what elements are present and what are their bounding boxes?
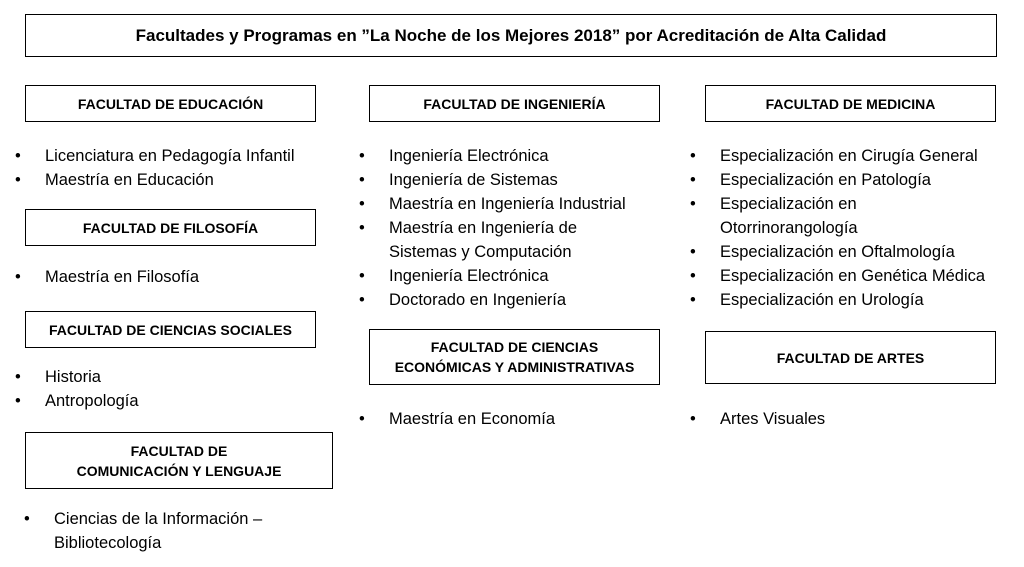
faculty-name-line2: ECONÓMICAS Y ADMINISTRATIVAS xyxy=(394,359,635,375)
program-list-comunicacion xyxy=(24,507,304,555)
list-item xyxy=(24,507,304,555)
bullet-icon: • xyxy=(359,410,365,428)
program-name: Especialización en Oftalmología xyxy=(720,243,955,261)
faculty-header-ingenieria xyxy=(369,85,660,122)
program-list-artes xyxy=(690,407,990,431)
program-name: Maestría en Educación xyxy=(45,171,214,189)
bullet-icon: • xyxy=(15,392,21,410)
program-name: Ingeniería Electrónica xyxy=(389,147,549,165)
faculty-header-filosofia xyxy=(25,209,316,246)
bullet-icon: • xyxy=(359,195,365,213)
program-name: Ciencias de la Información – Bibliotecología xyxy=(54,510,263,552)
faculty-name-line1: FACULTAD DE CIENCIAS xyxy=(430,339,599,355)
bullet-icon: • xyxy=(24,510,30,528)
list-item xyxy=(15,168,335,192)
list-item xyxy=(359,216,629,264)
faculty-name-line1: FACULTAD DE xyxy=(130,442,228,459)
program-name: Maestría en Economía xyxy=(389,410,555,428)
program-name: Especialización en Otorrinorangología xyxy=(720,195,858,237)
list-item xyxy=(690,288,1020,312)
page-title xyxy=(25,14,997,57)
list-item xyxy=(359,144,659,168)
faculty-name-line2: COMUNICACIÓN Y LENGUAJE xyxy=(76,462,282,479)
program-name: Antropología xyxy=(45,392,139,410)
program-name: Doctorado en Ingeniería xyxy=(389,291,567,309)
list-item xyxy=(690,192,930,240)
bullet-icon: • xyxy=(15,368,21,386)
program-list-ingenieria xyxy=(359,144,659,312)
program-name: Historia xyxy=(45,368,101,386)
program-name: Especialización en Patología xyxy=(720,171,931,189)
faculty-name: FACULTAD DE INGENIERÍA xyxy=(423,95,606,112)
bullet-icon: • xyxy=(690,195,696,213)
bullet-icon: • xyxy=(15,268,21,286)
bullet-icon: • xyxy=(359,171,365,189)
bullet-icon: • xyxy=(690,267,696,285)
bullet-icon: • xyxy=(690,147,696,165)
program-name: Maestría en Filosofía xyxy=(45,268,200,286)
program-name: Especialización en Genética Médica xyxy=(720,267,986,285)
bullet-icon: • xyxy=(359,147,365,165)
faculty-header-ciencias-sociales xyxy=(25,311,316,348)
program-name: Artes Visuales xyxy=(720,410,826,428)
bullet-icon: • xyxy=(15,171,21,189)
faculty-name: FACULTAD DE MEDICINA xyxy=(765,95,936,112)
list-item xyxy=(690,168,1020,192)
faculty-name: FACULTAD DE EDUCACIÓN xyxy=(77,95,264,112)
program-list-economicas xyxy=(359,407,659,431)
program-list-ciencias-sociales xyxy=(15,365,335,413)
bullet-icon: • xyxy=(15,147,21,165)
list-item xyxy=(690,264,1020,288)
program-list-medicina xyxy=(690,144,1020,312)
bullet-icon: • xyxy=(690,243,696,261)
list-item xyxy=(359,168,659,192)
bullet-icon: • xyxy=(690,171,696,189)
list-item xyxy=(15,144,335,168)
program-name: Especialización en Cirugía General xyxy=(720,147,978,165)
program-name: Ingeniería de Sistemas xyxy=(389,171,558,189)
list-item xyxy=(690,407,990,431)
list-item xyxy=(359,264,659,288)
bullet-icon: • xyxy=(690,410,696,428)
list-item xyxy=(15,265,335,289)
list-item xyxy=(359,288,659,312)
program-list-educacion xyxy=(15,144,335,192)
list-item xyxy=(359,407,659,431)
list-item xyxy=(690,240,1020,264)
program-list-filosofia xyxy=(15,265,335,289)
list-item xyxy=(359,192,659,216)
faculty-name: FACULTAD DE FILOSOFÍA xyxy=(82,219,259,236)
bullet-icon: • xyxy=(359,291,365,309)
program-name: Ingeniería Electrónica xyxy=(389,267,549,285)
bullet-icon: • xyxy=(359,219,365,237)
bullet-icon: • xyxy=(359,267,365,285)
page-title-text: Facultades y Programas en ”La Noche de los Mejores 2018” por Acreditación de Alta Calidad xyxy=(135,25,887,45)
faculty-header-educacion xyxy=(25,85,316,122)
program-name: Maestría en Ingeniería de Sistemas y Computación xyxy=(389,219,578,261)
list-item xyxy=(15,365,335,389)
program-name: Licenciatura en Pedagogía Infantil xyxy=(45,147,295,165)
faculty-name: FACULTAD DE CIENCIAS SOCIALES xyxy=(49,321,292,338)
faculty-name: FACULTAD DE ARTES xyxy=(776,349,925,366)
program-name: Maestría en Ingeniería Industrial xyxy=(389,195,626,213)
list-item xyxy=(690,144,1020,168)
faculty-header-artes xyxy=(705,331,996,384)
bullet-icon: • xyxy=(690,291,696,309)
program-name: Especialización en Urología xyxy=(720,291,924,309)
list-item xyxy=(15,389,335,413)
faculty-header-comunicacion xyxy=(25,432,333,489)
faculty-header-economicas xyxy=(369,329,660,385)
faculty-header-medicina xyxy=(705,85,996,122)
